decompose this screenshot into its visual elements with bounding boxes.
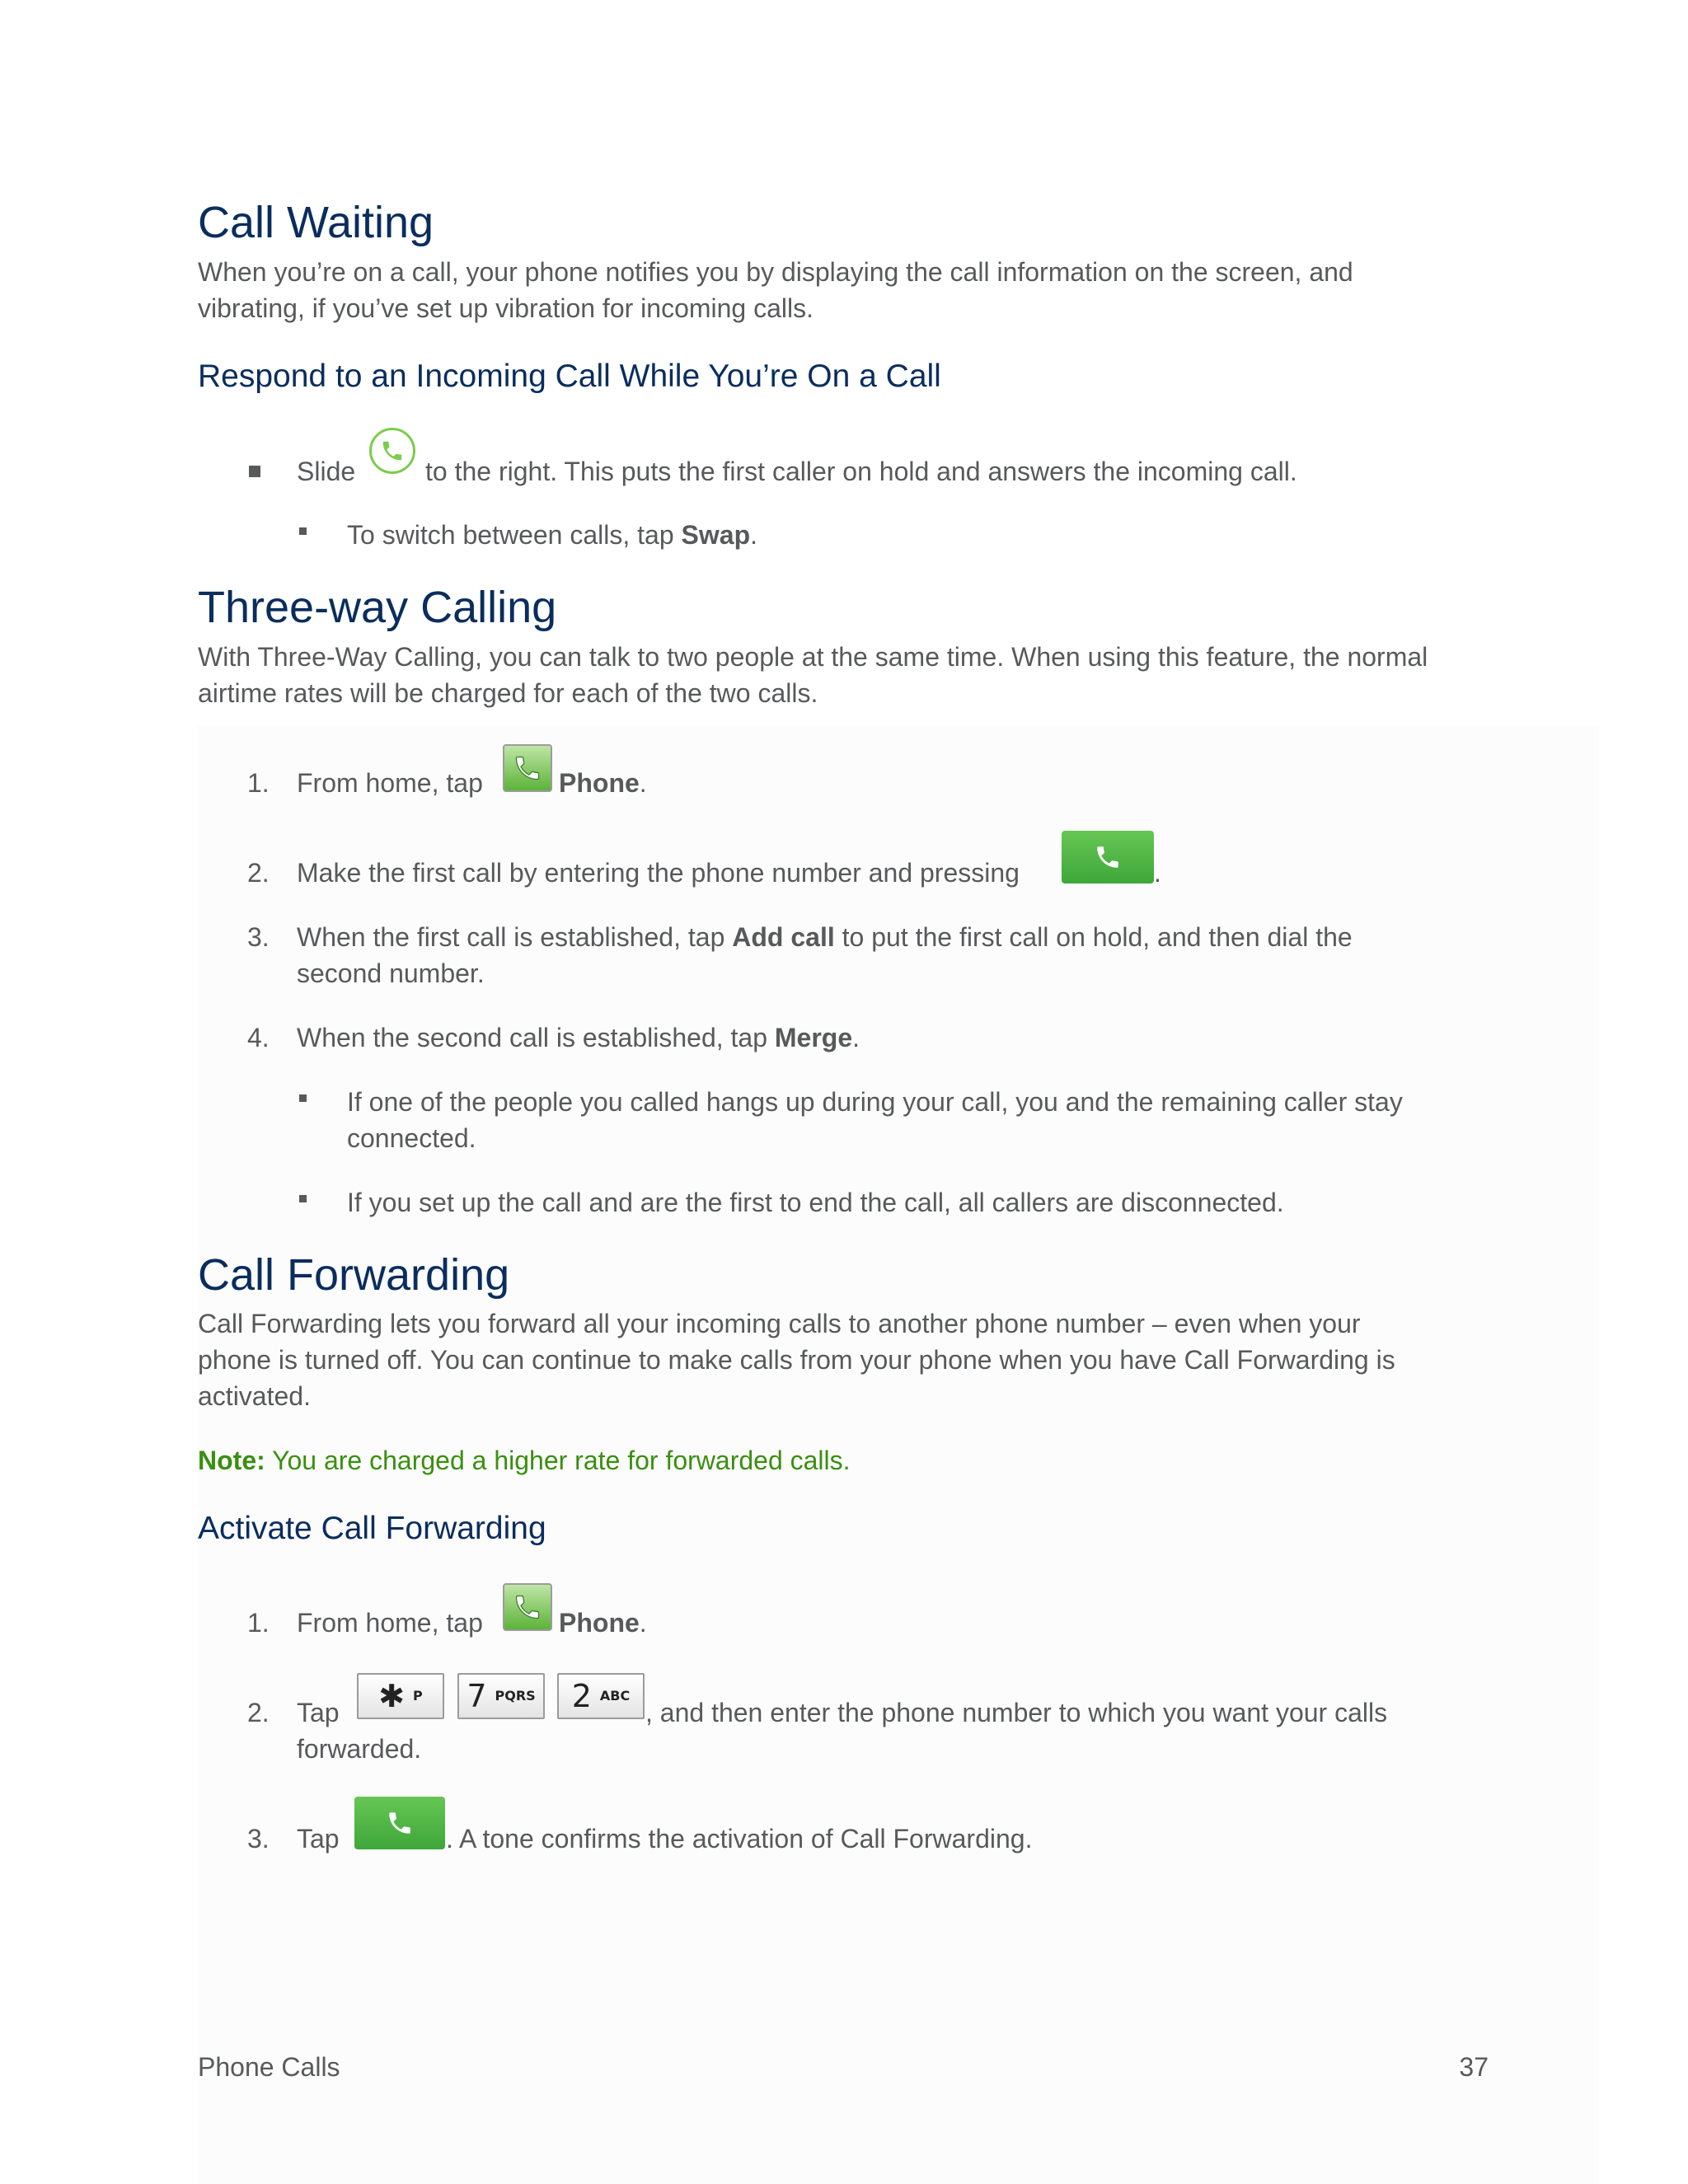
hangup-note-line1: If one of the people you called hangs up during your call, you and the remaining caller stay — [347, 1087, 1403, 1117]
call-forwarding-intro-line1: Call Forwarding lets you forward all your incoming calls to another phone number – even when your — [198, 1309, 1361, 1338]
call-button-icon — [354, 1797, 445, 1849]
two-key-icon — [557, 1673, 645, 1719]
sub-bullet — [299, 1094, 307, 1102]
forwarding-step1-before: From home, tap — [297, 1608, 483, 1638]
key-sub: PQRS — [495, 1688, 536, 1704]
forwarding-step3-after: . A tone confirms the activation of Call Forwarding. — [446, 1824, 1033, 1854]
phone-bold: Phone — [559, 768, 640, 798]
three-way-intro-line2: airtime rates will be charged for each of the two calls. — [198, 678, 818, 708]
step3-text-after: to put the first call on hold, and then dial the — [834, 922, 1353, 952]
star-key-icon — [357, 1673, 444, 1719]
call-waiting-title: Call Waiting — [198, 198, 434, 247]
step-number: 3. — [247, 922, 270, 952]
step4-text-after: . — [852, 1023, 860, 1052]
phone-handset-icon — [513, 1592, 542, 1622]
three-way-step1-before: From home, tap — [297, 768, 483, 798]
merge-bold: Merge — [774, 1023, 853, 1052]
key-sub: P — [413, 1688, 423, 1704]
three-way-step1-after — [559, 765, 647, 801]
three-way-step4 — [297, 1019, 860, 1056]
three-way-step3-line1 — [297, 919, 1353, 955]
key-main: ✱ — [378, 1678, 406, 1714]
call-waiting-intro-line2: vibrating, if you’ve set up vibration for incoming calls. — [198, 293, 814, 323]
step-number: 2. — [247, 1698, 270, 1727]
phone-answer-icon — [369, 428, 415, 474]
step-number: 4. — [247, 1023, 270, 1052]
swap-substep — [347, 517, 757, 553]
period: . — [639, 768, 647, 798]
key-main: 7 — [467, 1678, 487, 1714]
page-number: 37 — [1459, 2052, 1489, 2082]
phone-bold: Phone — [559, 1608, 640, 1638]
step-number: 1. — [247, 768, 270, 798]
three-way-step2-after: . — [1154, 858, 1161, 888]
step-number: 3. — [247, 1824, 270, 1854]
sub-bullet — [299, 1195, 307, 1202]
forwarding-step3-before: Tap — [297, 1824, 340, 1854]
call-forwarding-intro-line3: activated. — [198, 1381, 311, 1411]
note — [198, 1442, 851, 1479]
swap-bold: Swap — [681, 520, 751, 550]
bullet — [249, 466, 260, 477]
hangup-note-line2: connected. — [347, 1123, 476, 1153]
swap-text-after: . — [750, 520, 757, 550]
forwarding-step2-before: Tap — [297, 1698, 340, 1727]
note-label: Note: — [198, 1446, 265, 1475]
respond-incoming-subheading: Respond to an Incoming Call While You’re On a Call — [198, 359, 941, 394]
slide-step-after: to the right. This puts the first caller on hold and answers the incoming call. — [425, 457, 1297, 486]
call-forwarding-title: Call Forwarding — [198, 1250, 510, 1300]
slide-step-before: Slide — [297, 457, 356, 486]
key-main: 2 — [571, 1678, 592, 1714]
forwarding-step2-after: , and then enter the phone number to which you want your calls — [645, 1698, 1388, 1727]
period: . — [639, 1608, 647, 1638]
step4-text-before: When the second call is established, tap — [297, 1023, 775, 1052]
disconnect-note: If you set up the call and are the first to end the call, all callers are disconnected. — [347, 1188, 1284, 1217]
phone-app-icon — [503, 744, 552, 792]
note-text: You are charged a higher rate for forwarded calls. — [265, 1446, 851, 1475]
step3-text-before: When the first call is established, tap — [297, 922, 733, 952]
sub-bullet — [299, 527, 307, 535]
step-number: 1. — [247, 1608, 270, 1638]
forwarding-step2-line2: forwarded. — [297, 1734, 422, 1764]
phone-handset-icon — [513, 753, 542, 783]
seven-key-icon — [457, 1673, 545, 1719]
swap-text-before: To switch between calls, tap — [347, 520, 682, 550]
call-button-icon — [1062, 831, 1154, 883]
phone-handset-icon — [1094, 843, 1122, 871]
three-way-step2-before: Make the first call by entering the phone number and pressing — [297, 858, 1020, 888]
key-sub: ABC — [599, 1688, 631, 1704]
add-call-bold: Add call — [732, 922, 835, 952]
forwarding-step1-after — [559, 1605, 647, 1641]
phone-app-icon — [503, 1583, 552, 1631]
three-way-step3-line2: second number. — [297, 958, 485, 988]
three-way-intro-line1: With Three-Way Calling, you can talk to two people at the same time. When using this feature, the normal — [198, 642, 1428, 672]
phone-handset-icon — [386, 1809, 414, 1837]
activate-forwarding-subheading: Activate Call Forwarding — [198, 1511, 546, 1546]
step-number: 2. — [247, 858, 270, 888]
three-way-title: Three-way Calling — [198, 583, 557, 632]
call-waiting-intro-line1: When you’re on a call, your phone notifies you by displaying the call information on the screen, and — [198, 257, 1353, 287]
phone-handset-icon — [380, 438, 405, 463]
footer-section: Phone Calls — [198, 2052, 340, 2082]
call-forwarding-intro-line2: phone is turned off. You can continue to make calls from your phone when you have Call Forwarding is — [198, 1345, 1395, 1375]
